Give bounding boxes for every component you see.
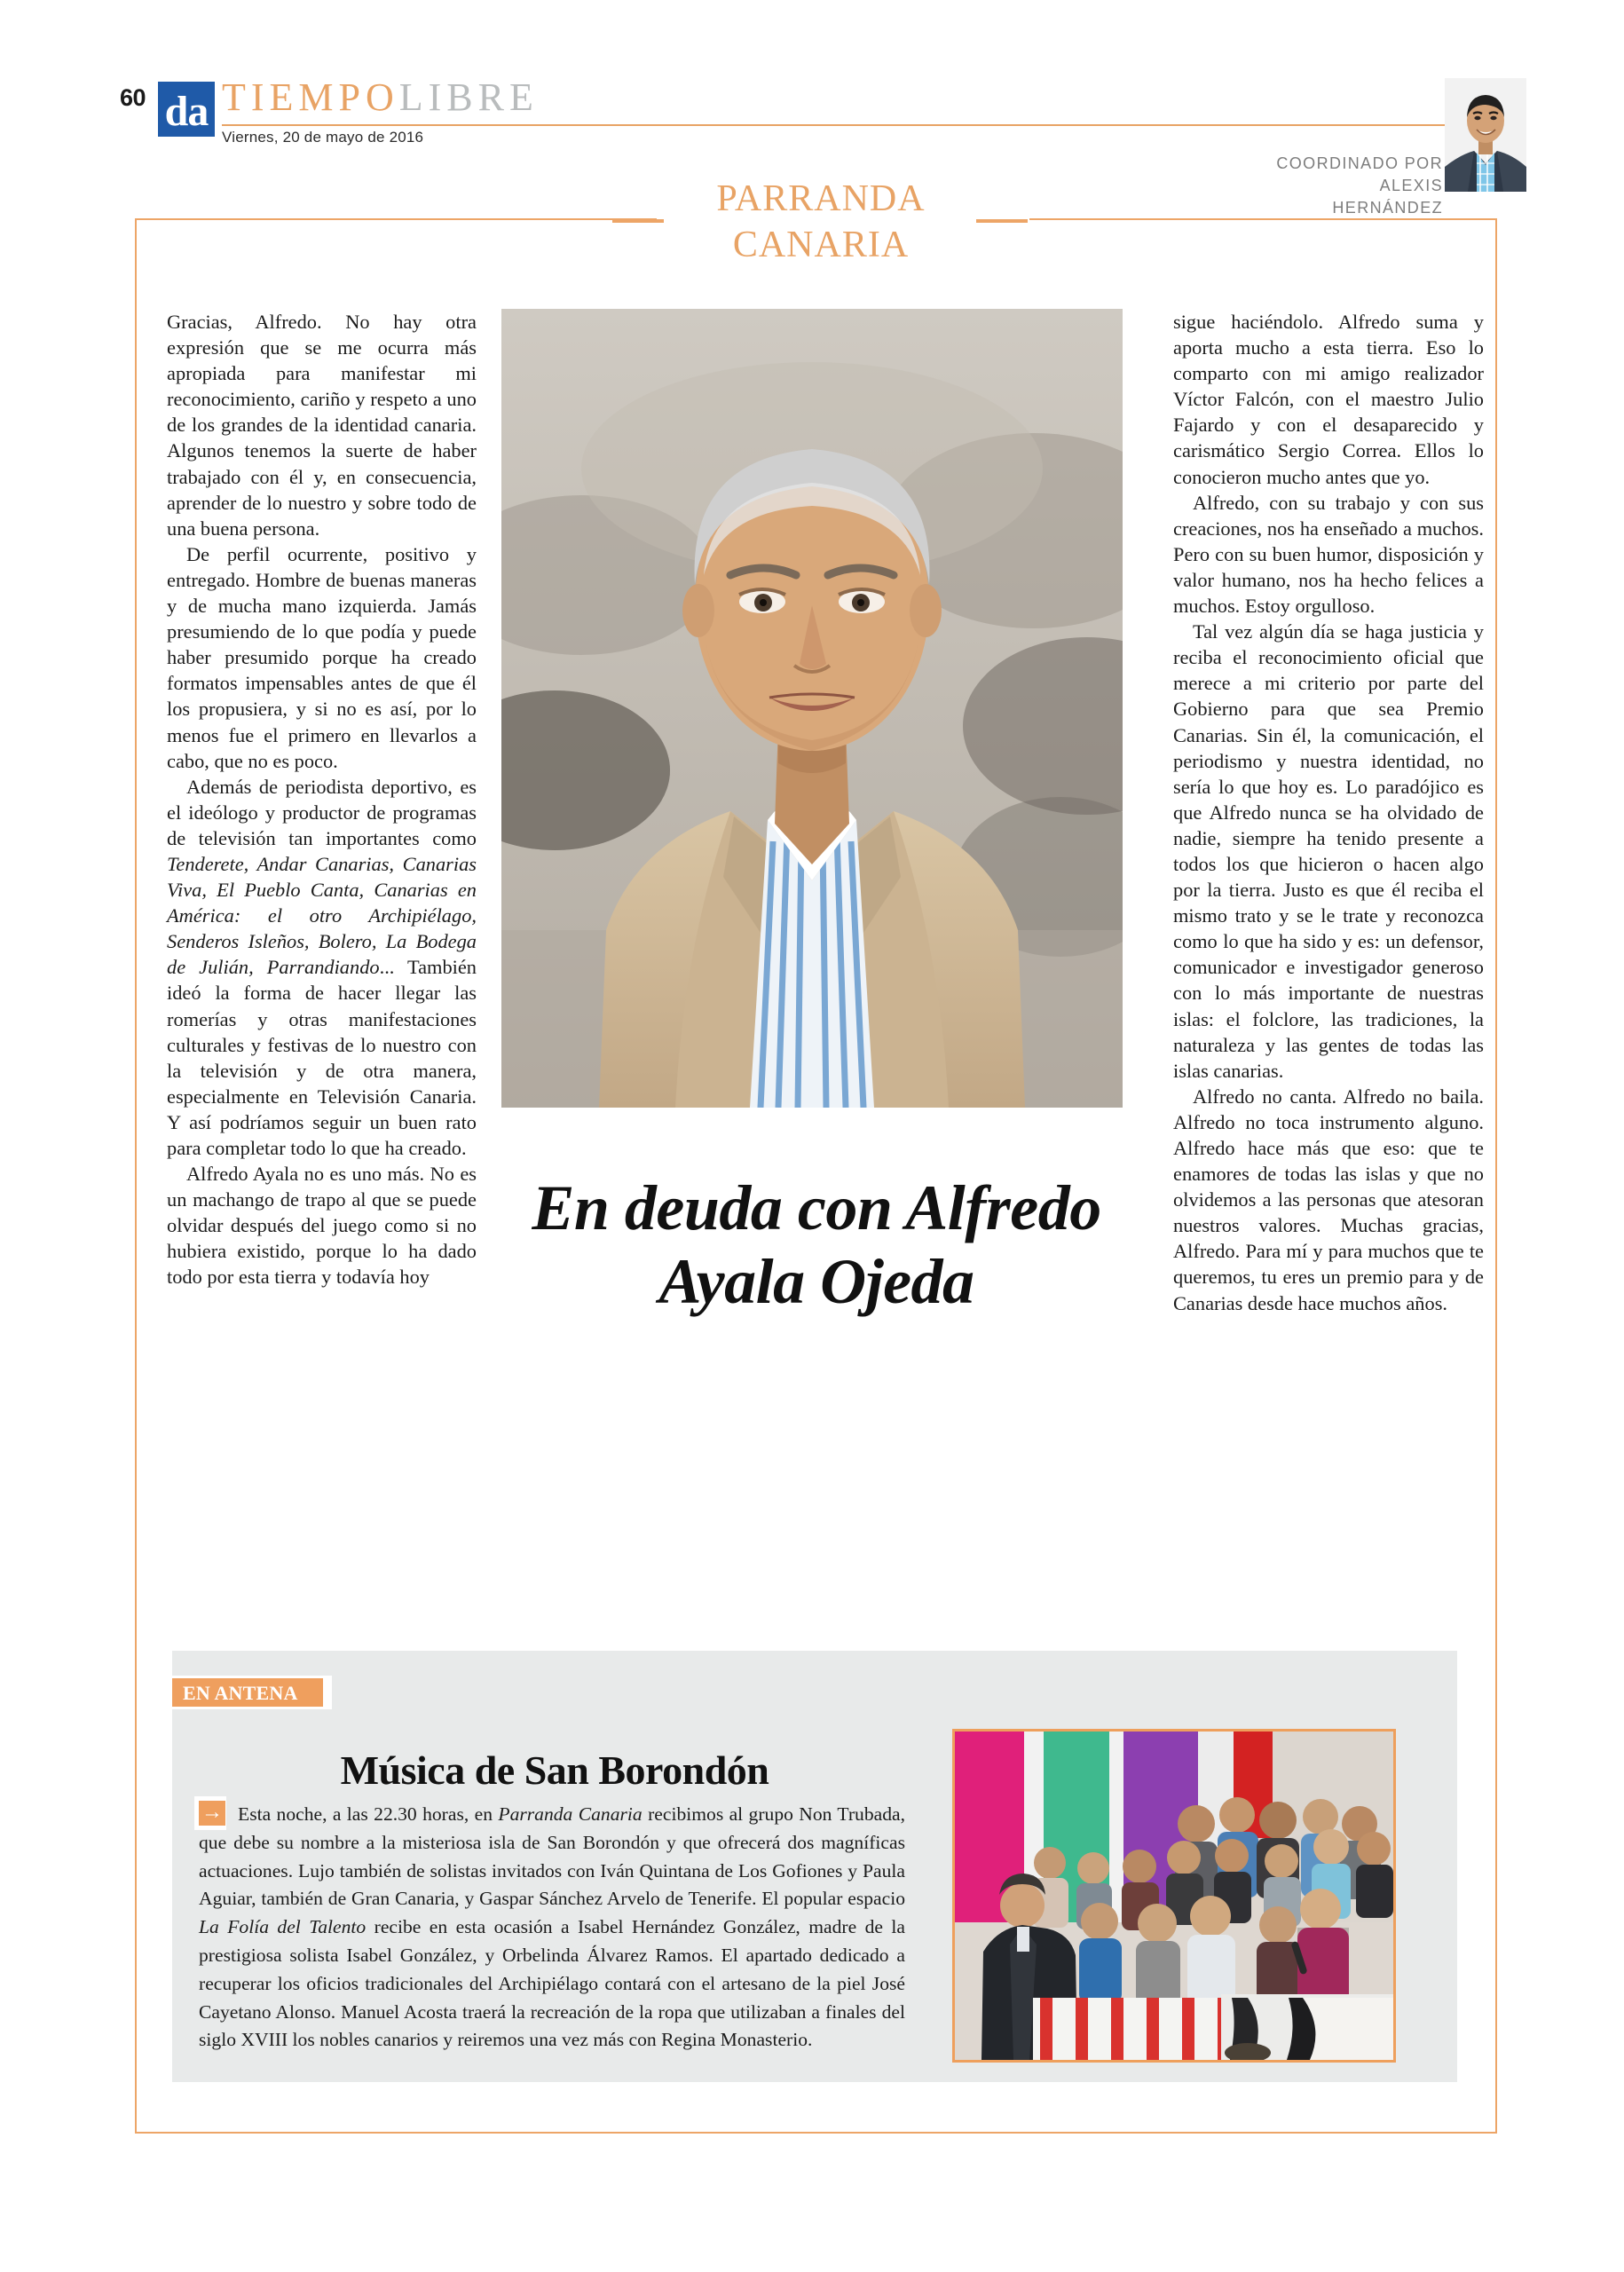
section-title — [222, 75, 539, 120]
paragraph — [167, 774, 477, 1161]
article-right-column — [1173, 309, 1484, 1316]
kicker-title — [612, 176, 1029, 268]
kicker-line-2: CANARIA — [732, 225, 910, 265]
section-title-libre: LIBRE — [398, 75, 539, 119]
en-antena-photo — [952, 1729, 1396, 2063]
publication-date: Viernes, 20 de mayo de 2016 — [222, 129, 424, 146]
paragraph: Gracias, Alfredo. No hay otra expresión que se me ocurra más apropiada para manifestar mi reconocimiento, cariño y respeto a uno de los grandes de la identidad canaria. Algunos tenemos la suerte de haber trabajado con él y, en consecuencia, aprender de lo nuestro y sobre todo de una buena persona. — [167, 311, 477, 540]
paragraph: sigue haciéndolo. Alfredo suma y aporta mucho a esta tierra. Eso lo comparto con mi amigo realizador Víctor Falcón, con el maestro Julio Fajardo y con el desaparecido y carismático Sergio Correa. Ellos lo conocieron mucho antes que yo. — [1173, 311, 1484, 488]
newspaper-logo-text: da — [164, 88, 209, 135]
paragraph-part: recibe en esta ocasión a Isabel Hernández González, madre de la prestigiosa solista Isabel González, y Orbelinda Álvarez Ramos. El apartado dedicado a recuperar los oficios tradicionales del Archipiélago contará con el artesano de la piel José Cayetano Alonso. Manuel Acosta traerá la recreación de la ropa que utilizaban a finales del siglo XVIII los nobles canarios y reiremos una vez más con Regina Monasterio. — [199, 1916, 905, 2051]
masthead-divider — [222, 124, 1491, 126]
paragraph-part: ... También ideó la forma de hacer llegar las romerías y otras manifestaciones culturales y festivas de lo nuestro con la televisión y de otra manera, especialmente en Televisión Canaria. Y así podríamos seguir un buen rato para completar todo lo que ha creado. — [167, 956, 477, 1159]
en-antena-tag-label: EN ANTENA — [183, 1682, 298, 1704]
en-antena-body-text — [199, 1801, 905, 2055]
coordinator-credit — [1276, 153, 1443, 219]
newspaper-logo[interactable] — [158, 82, 215, 137]
paragraph: Alfredo, con su trabajo y con sus creaciones, nos ha enseñado a muchos. Pero con su buen humor, disposición y valor humano, nos ha hecho felices a muchos. Estoy orgulloso. — [1173, 491, 1484, 618]
paragraph-part: Esta noche, a las 22.30 horas, en — [238, 1803, 499, 1825]
coordinator-firstname: ALEXIS — [1379, 177, 1443, 194]
coordinator-label: COORDINADO POR — [1276, 154, 1443, 172]
arrow-right-icon: → — [201, 1800, 223, 1824]
program-title-parranda-canaria: Parranda Canaria — [498, 1803, 643, 1825]
paragraph: Alfredo Ayala no es uno más. No es un machango de trapo al que se puede olvidar después del juego como si no hubiera existido, porque lo ha dado todo por esta tierra y todavía hoy — [167, 1163, 477, 1289]
coordinator-lastname: HERNÁNDEZ — [1332, 199, 1443, 217]
paragraph: Alfredo no canta. Alfredo no baila. Alfredo no toca instrumento alguno. Alfredo hace más que eso: que te enamores de todas las islas y que no olvidemos a las personas que atesoran nuestros valores. Muchas gracias, Alfredo. Para mí y para muchos que te queremos, tu eres un premio para y de Canarias desde hace muchos años. — [1173, 1085, 1484, 1314]
main-article-photo — [501, 309, 1123, 1108]
en-antena-headline: Música de San Borondón — [340, 1747, 769, 1794]
article-headline: En deuda con Alfredo Ayala Ojeda — [532, 1172, 1101, 1318]
page-number: 60 — [120, 84, 146, 111]
paragraph: De perfil ocurrente, positivo y entregado. Hombre de buenas maneras y de mucha mano izquierda. Jamás presumiendo de lo que podía y puede haber presumido porque ha creado formatos impensables antes de que él los propusiera, y si no es así, por lo menos fue el primero en llevarlos a cabo, que no es poco. — [167, 542, 477, 772]
kicker-line-1: PARRANDA — [716, 178, 926, 219]
paragraph-part: recibimos al grupo Non Trubada, que debe su nombre a la misteriosa isla de San Borondón y que ofrecerá dos magníficas actuaciones. Lujo también de solistas invitados con Iván Quintana de Los Gofiones y Paula Aguiar, también de Gran Canaria, y Gaspar Sánchez Arvelo de Tenerife. El popular espacio — [199, 1803, 906, 1910]
section-title-tiempo: TIEMPO — [222, 75, 399, 119]
article-left-column — [167, 309, 477, 1290]
program-title-la-folia-del-talento: La Folía del Talento — [199, 1916, 367, 1938]
coordinator-portrait-photo — [1445, 78, 1526, 192]
paragraph: Tal vez algún día se haga justicia y reciba el reconocimiento oficial que merece a mi criterio por parte del Gobierno para que sea Premio Canarias. Sin él, la comunicación, el periodismo y nuestra identidad, no sería lo que hoy es. Lo paradójico es que Alfredo nunca se ha olvidado de nadie, siempre ha tenido presente a todos los que hicieron o hacen algo por la tierra. Justo es que él reciba el mismo trato y se le trate y reconozca como lo que ha sido y es: un defensor, comunicador e investigador generoso con lo más importante de nuestras islas: el folclore, las tradiciones, la naturaleza y las gentes de todas las islas canarias. — [1173, 620, 1484, 1082]
paragraph-part: Además de periodista deportivo, es el ideólogo y productor de programas de televisión tan importantes como — [167, 775, 477, 849]
program-titles: Tenderete, Andar Canarias, Canarias Viva, El Pueblo Canta, Canarias en América: el otro Archipiélago, Senderos Isleños, Bolero, La Bodega de Julián, Parrandiando — [167, 852, 477, 979]
